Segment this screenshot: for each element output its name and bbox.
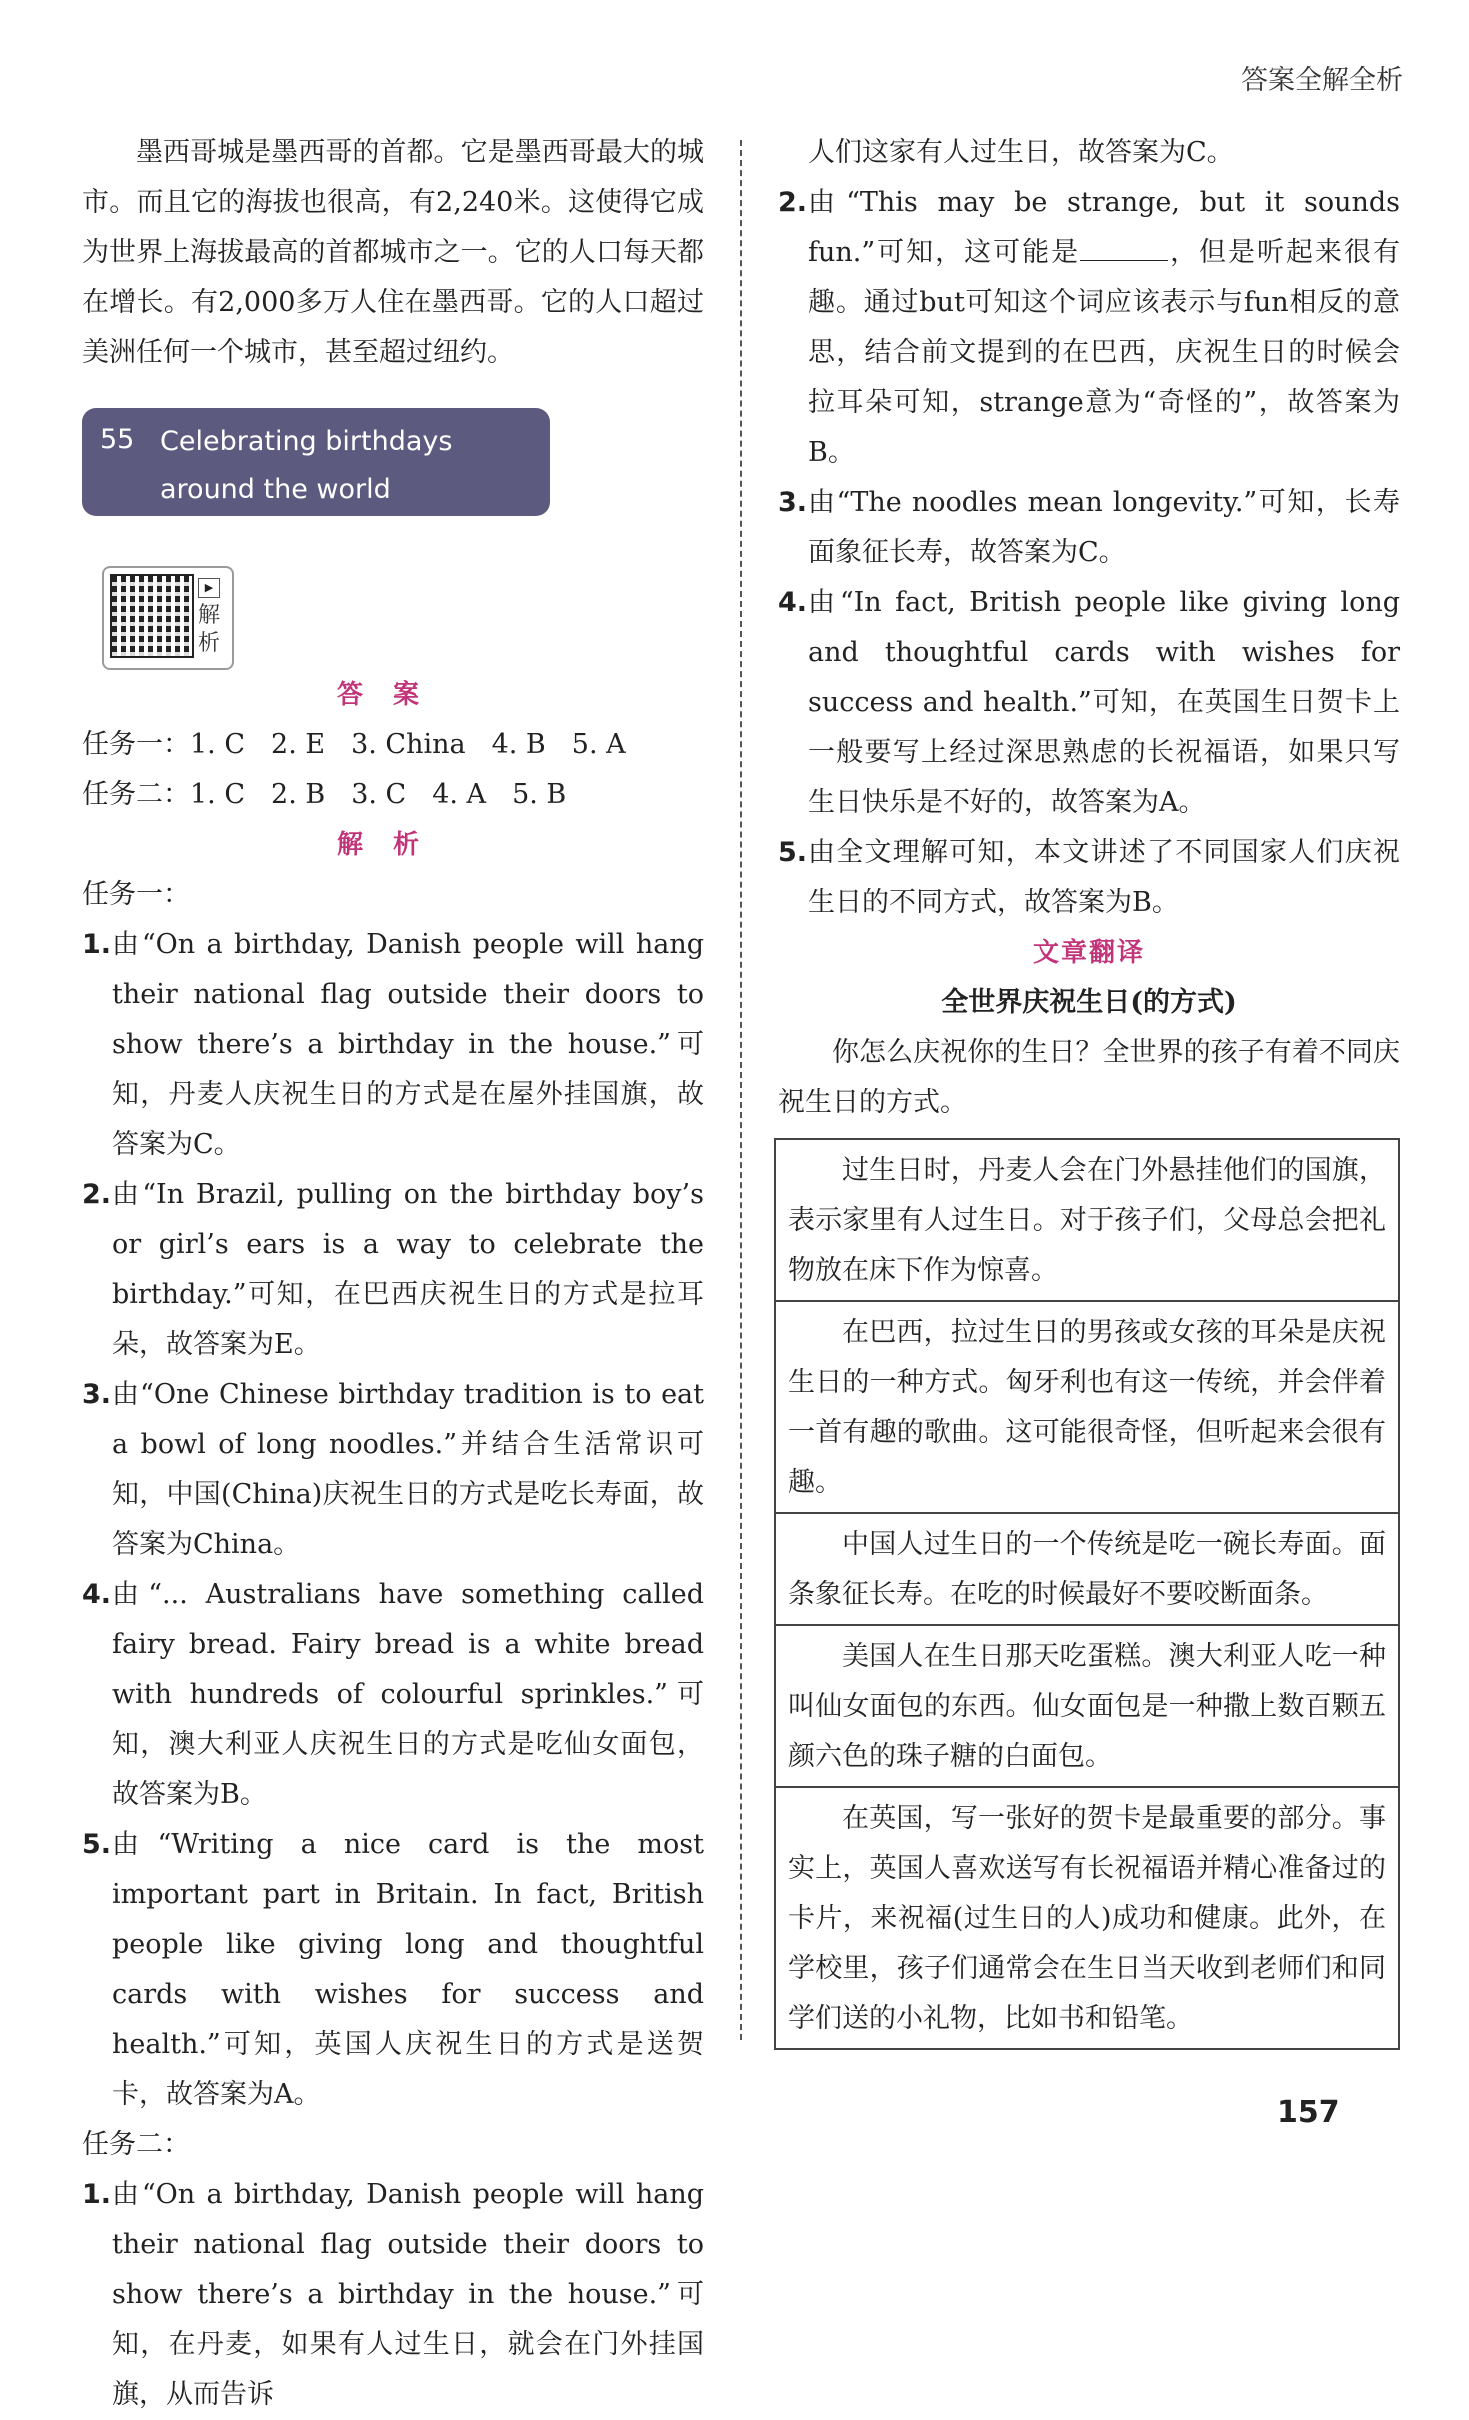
item-number: 1. (82, 2179, 112, 2210)
section-banner-row (82, 378, 704, 670)
item-text: 由全文理解可知，本文讲述了不同国家人们庆祝生日的不同方式，故答案为B。 (808, 837, 1400, 918)
answers-task1-label: 任务一： (82, 729, 190, 760)
item-text: 由“In fact, British people like giving long and thoughtful cards with wishes for success and health.”可知，在英国生日贺卡上一般要写上经过深思熟虑的长祝福语，如果只写生日快乐是不好的，故答案为A。 (808, 587, 1400, 818)
section-number: 55 (100, 424, 135, 455)
qr-label: 解析 (198, 603, 221, 656)
answers-task2-label: 任务二： (82, 779, 190, 810)
answer-item: 4. A (432, 779, 487, 810)
answer-item: 2. B (271, 779, 326, 810)
analysis-task2-label: 任务二： (82, 2129, 190, 2160)
analysis-item (778, 478, 1400, 578)
translation-paragraph: 在英国，写一张好的贺卡是最重要的部分。事实上，英国人喜欢送写有长祝福语并精心准备过的卡片，来祝福(过生日的人)成功和健康。此外，在学校里，孩子们通常会在生日当天收到老师们和同学们送的小礼物，比如书和铅笔。 (788, 1803, 1386, 2034)
qr-code-box[interactable] (102, 566, 234, 670)
answers-heading: 答案 (336, 680, 449, 710)
item-continuation: 人们这家有人过生日，故答案为C。 (808, 137, 1234, 168)
translation-paragraph: 在巴西，拉过生日的男孩或女孩的耳朵是庆祝生日的一种方式。匈牙利也有这一传统，并会伴着一首有趣的歌曲。这可能很奇怪，但听起来会很有趣。 (776, 1302, 1398, 1514)
item-number: 5. (82, 1829, 112, 1860)
answer-item: 5. B (512, 779, 567, 810)
answer-item: 1. C (190, 729, 246, 760)
answer-item: 2. E (271, 729, 326, 760)
analysis-item (82, 1170, 704, 1370)
answer-blank (1080, 230, 1168, 261)
analysis-item (82, 1370, 704, 1570)
item-text: 由“Writing a nice card is the most important part in Britain. In fact, British people like giving long and thoughtful cards with wishes for success and health.”可知，英国人庆祝生日的方式是送贺卡，故答案为A。 (112, 1829, 704, 2110)
left-column (82, 128, 704, 2420)
play-icon: ▶ (198, 578, 220, 598)
analysis-item (82, 920, 704, 1170)
column-divider (740, 140, 742, 2040)
translation-paragraph: 过生日时，丹麦人会在门外悬挂他们的国旗，表示家里有人过生日。对于孩子们，父母总会把礼物放在床下作为惊喜。 (776, 1140, 1398, 1302)
item-number: 1. (82, 929, 112, 960)
qr-code-icon[interactable] (112, 576, 192, 656)
answer-item: 3. China (351, 729, 466, 760)
analysis-item (82, 1820, 704, 2120)
analysis-item (778, 178, 1400, 478)
item-text-part: 由“This may be strange, but it sounds fun.”可知，这可能是 (808, 187, 1400, 268)
analysis-heading: 解析 (336, 830, 449, 860)
answers-task1 (82, 720, 704, 770)
translation-intro: 你怎么庆祝你的生日？全世界的孩子有着不同庆祝生日的方式。 (778, 1037, 1400, 1118)
item-number: 3. (778, 487, 808, 518)
section-title: Celebrating birthdays around the world (160, 426, 453, 505)
item-number: 2. (82, 1179, 112, 1210)
item-number: 4. (82, 1579, 112, 1610)
header-title: 答案全解全析 (1241, 65, 1403, 96)
answer-item: 4. B (491, 729, 546, 760)
item-text: 由“On a birthday, Danish people will hang their national flag outside their doors to show there’s a birthday in the house.”可知，丹麦人庆祝生日的方式是在屋外挂国旗，故答案为C。 (112, 929, 704, 1160)
analysis-task1-label: 任务一： (82, 879, 190, 910)
item-number: 3. (82, 1379, 112, 1410)
translation-paragraph: 美国人在生日那天吃蛋糕。澳大利亚人吃一种叫仙女面包的东西。仙女面包是一种撒上数百颗五颜六色的珠子糖的白面包。 (776, 1626, 1398, 1788)
right-column (778, 128, 1400, 2050)
item-text (808, 178, 1400, 478)
item-text: 由“In Brazil, pulling on the birthday boy’s or girl’s ears is a way to celebrate the birthday.”可知，在巴西庆祝生日的方式是拉耳朵，故答案为E。 (112, 1179, 704, 1360)
analysis-item (778, 828, 1400, 928)
analysis-item (82, 2170, 704, 2420)
item-number: 2. (778, 187, 808, 218)
item-number: 4. (778, 587, 808, 618)
page-number: 157 (1277, 2095, 1340, 2130)
item-text: 由“... Australians have something called fairy bread. Fairy bread is a white bread with hundreds of colourful sprinkles.”可知，澳大利亚人庆祝生日的方式是吃仙女面包，故答案为B。 (112, 1579, 704, 1810)
answers-task2 (82, 770, 704, 820)
intro-paragraph: 墨西哥城是墨西哥的首都。它是墨西哥最大的城市。而且它的海拔也很高，有2,240米。这使得它成为世界上海拔最高的首都城市之一。它的人口每天都在增长。有2,000多万人住在墨西哥。它的人口超过美洲任何一个城市，甚至超过纽约。 (82, 137, 704, 368)
item-text-part: ，但是听起来很有趣。通过but可知这个词应该表示与fun相反的意思，结合前文提到的在巴西，庆祝生日的时候会拉耳朵可知，strange意为“奇怪的”，故答案为B。 (808, 237, 1400, 468)
analysis-item (82, 1570, 704, 1820)
analysis-item (778, 578, 1400, 828)
answer-item: 1. C (190, 779, 246, 810)
item-text: 由“On a birthday, Danish people will hang their national flag outside their doors to show there’s a birthday in the house.”可知，在丹麦，如果有人过生日，就会在门外挂国旗，从而告诉 (112, 2179, 704, 2410)
item-text: 由“The noodles mean longevity.”可知，长寿面象征长寿，故答案为C。 (808, 487, 1400, 568)
translation-paragraph: 中国人过生日的一个传统是吃一碗长寿面。面条象征长寿。在吃的时候最好不要咬断面条。 (776, 1514, 1398, 1626)
section-banner (82, 408, 550, 516)
item-text: 由“One Chinese birthday tradition is to eat a bowl of long noodles.”并结合生活常识可知，中国(China)庆祝生日的方式是吃长寿面，故答案为China。 (112, 1379, 704, 1560)
translation-table (774, 1138, 1400, 2050)
translation-heading: 文章翻译 (1032, 938, 1145, 968)
translation-title: 全世界庆祝生日(的方式) (941, 987, 1237, 1018)
item-number: 5. (778, 837, 808, 868)
answer-item: 5. A (571, 729, 626, 760)
answer-item: 3. C (351, 779, 407, 810)
